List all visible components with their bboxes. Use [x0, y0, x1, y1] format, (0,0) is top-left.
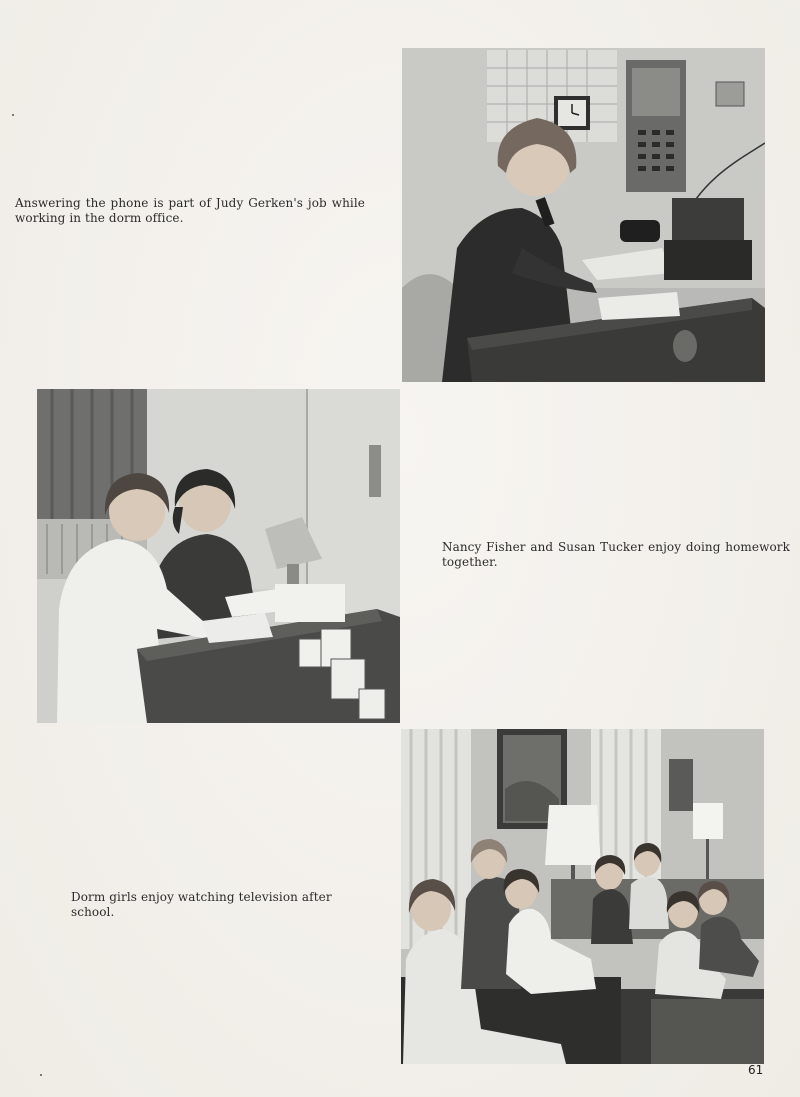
print-speck [12, 114, 14, 116]
photo-television-image [401, 729, 764, 1064]
photo-phone-office-image [402, 48, 765, 382]
caption-phone: Answering the phone is part of Judy Gerken's job while working in the dorm office. [15, 196, 365, 225]
photo-television [401, 729, 764, 1064]
print-speck [40, 1074, 42, 1076]
page-number: 61 [748, 1063, 764, 1077]
caption-homework: Nancy Fisher and Susan Tucker enjoy doing homework together. [442, 540, 790, 569]
photo-phone-office [402, 48, 765, 382]
photo-homework [37, 389, 400, 723]
caption-television: Dorm girls enjoy watching television after school. [71, 890, 332, 919]
photo-homework-image [37, 389, 400, 723]
